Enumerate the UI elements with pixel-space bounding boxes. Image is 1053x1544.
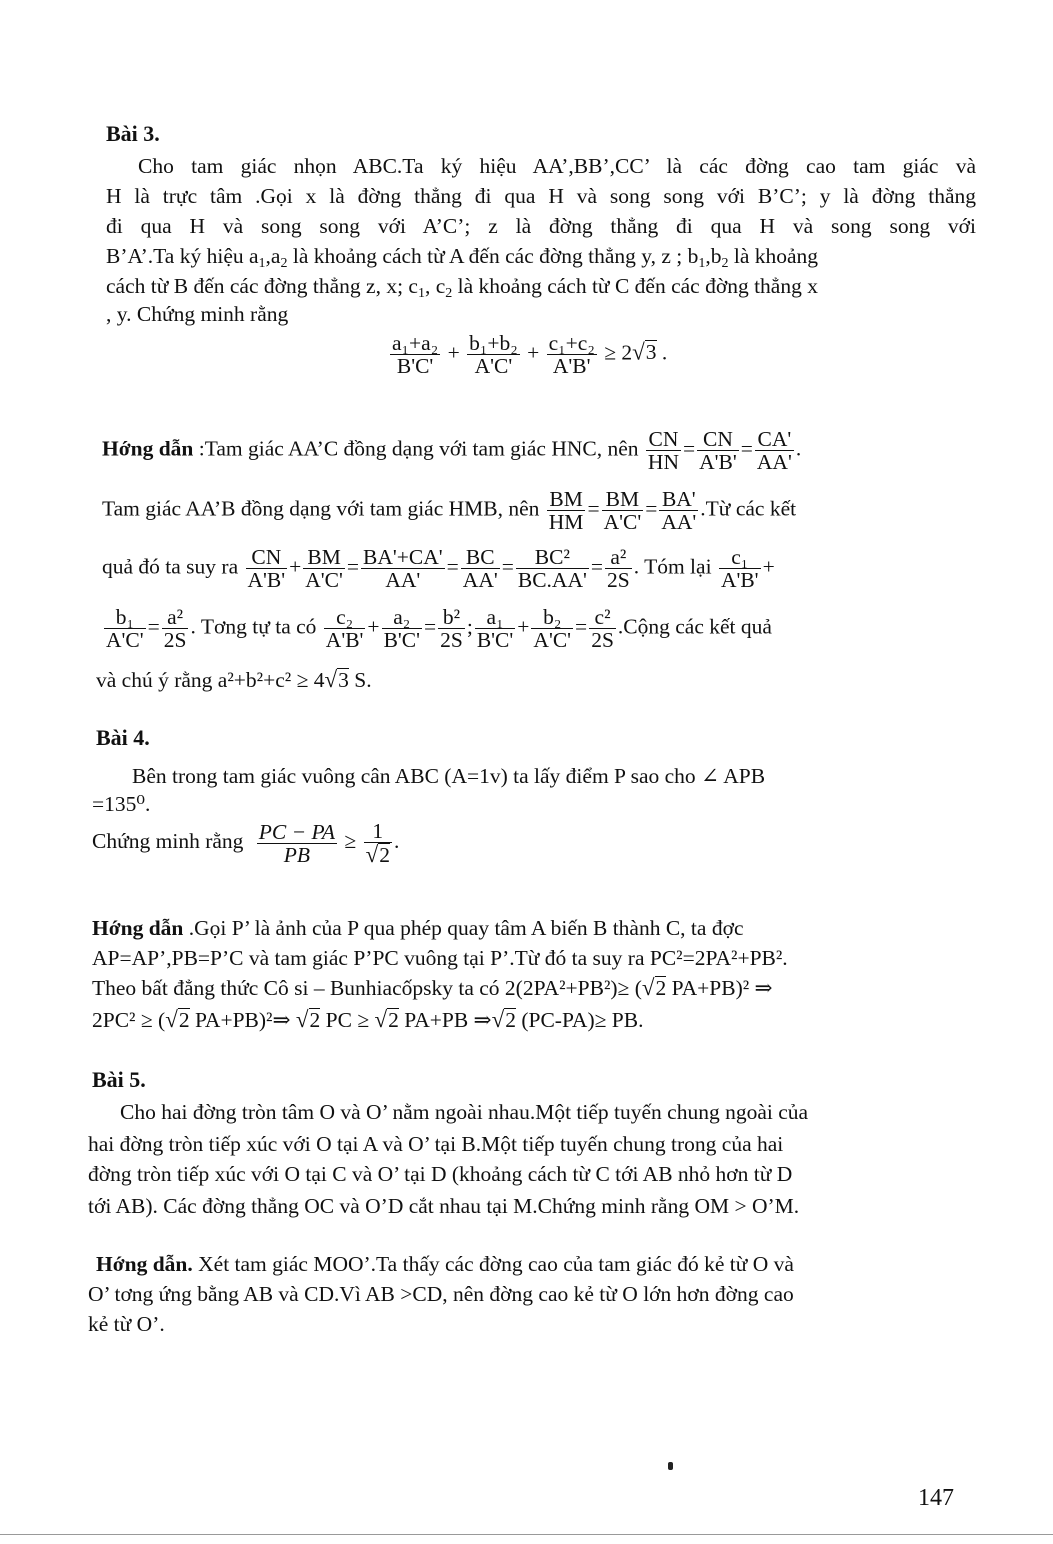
hd4-line-3: Theo bất đẳng thức Cô si – Bunhiacốpsky ta có 2(2PA²+PB²)≥ (√2 PA+PB)² ⇒ [92,975,773,1000]
bai4-line-2: =135⁰. [92,792,151,816]
bai3-title: Bài 3. [106,121,160,146]
bai3-line-2: H là trực tâm .Gọi x là đờng thẳng đi qua H và song song với B’C’; y là đờng thẳng [106,184,976,208]
hd4-line-4: 2PC² ≥ (√2 PA+PB)²⇒ √2 PC ≥ √2 PA+PB ⇒√2 (PC-PA)≥ PB. [92,1007,644,1032]
bottom-border-line [0,1534,1053,1535]
ink-dot [668,1462,673,1470]
hd3-line-1: Hớng dẫn :Tam giác AA’C đồng dạng với tam giác HNC, nên $\frac{CN}{HN}$ = $\frac{CN}{A'B'}$ = $\frac{CA'}{AA'}$ . [102,427,802,474]
hd3-line-4: $\frac{\text{b₁}}{A'C'}$ = $\frac{\text{a²}}{2S}$ . Tơng tự ta có $\frac{\text{c₂}}{A'B'}$ + $\frac{\text{a₂}}{B'C'}$ = $\frac{\text{b²}}{2S}$ ; $\frac{\text{a₁}}{B'C'}$ + $\frac{\text{b₂}}{A'C'}$ = $\frac{\text{c²}}{2S}$ .Cộng các kết quả [106,605,772,652]
bai3-formula: $\frac{\text{a₁+a₂}}{B'C'}$ + $\frac{\text{b₁+b₂}}{A'C'}$ + $\frac{\text{c₁+c₂}}{A'B'}$ ≥ 2√3 . [392,331,668,378]
bai4-title: Bài 4. [96,725,150,750]
bai3-line-1: Cho tam giác nhọn ABC.Ta ký hiệu AA’,BB’,CC’ là các đờng cao tam giác và [138,154,976,178]
bai5-line-1: Cho hai đờng tròn tâm O và O’ nằm ngoài nhau.Một tiếp tuyến chung ngoài của [120,1100,809,1124]
hd4-label: Hớng dẫn [92,916,184,940]
frac-b1b2: $\frac{\text{b₁+b₂}}{A'C'}$ [469,331,518,378]
hd5-label: Hớng dẫn. [96,1252,193,1276]
hd3-line-3: quả đó ta suy ra $\frac{CN}{A'B'}$ + $\frac{BM}{A'C'}$ = $\frac{BA'+CA'}{AA'}$ = $\frac{BC}{AA'}$ = $\frac{\text{BC²}}{BC.AA'}$ = $\frac{\text{a²}}{2S}$ . Tóm lại $\frac{\text{c₁}}{A'B'}$ + [102,545,775,592]
bai5-line-4: tới AB). Các đờng thẳng OC và O’D cắt nhau tại M.Chứng minh rằng OM > O’M. [88,1194,800,1218]
hd5-line-1: Hớng dẫn. Xét tam giác MOO’.Ta thấy các đờng cao của tam giác đó kẻ từ O và [96,1252,794,1276]
frac-a1a2: $\frac{\text{a₁+a₂}}{B'C'}$ [392,331,439,378]
frac-c1c2: $\frac{\text{c₁+c₂}}{A'B'}$ [548,331,595,378]
bai3-line-4: B’A’.Ta ký hiệu $a_1,a_2$ là khoảng cách từ A đến các đờng thẳng y, z ; $b_1,b_2$ là khoảng [106,244,819,271]
page-number: 147 [918,1485,954,1511]
hd5-line-2: O’ tơng ứng bằng AB và CD.Vì AB >CD, nên đờng cao kẻ từ O lớn hơn đờng cao [88,1282,794,1306]
bai3-line-6: , y. Chứng minh rằng [106,302,289,326]
bai5-title: Bài 5. [92,1067,146,1092]
bai5-line-2: hai đờng tròn tiếp xúc với O tại A và O’ tại B.Một tiếp tuyến chung trong của hai [88,1132,784,1156]
hd4-line-1: Hớng dẫn .Gọi P’ là ảnh của P qua phép quay tâm A biến B thành C, ta đợc [92,916,744,940]
hd5-line-3: kẻ từ O’. [88,1312,165,1336]
hd3-line-5: và chú ý rằng a²+b²+c² ≥ 4√3 S. [96,667,372,692]
bai4-line-1: Bên trong tam giác vuông cân ABC (A=1v) ta lấy điểm P sao cho ∠ APB [132,764,766,788]
hd4-line-2: AP=AP’,PB=P’C và tam giác P’PC vuông tại P’.Từ đó ta suy ra PC²=2PA²+PB². [92,946,788,970]
hd3-label: Hớng dẫn [102,436,194,461]
hd3-line-2: Tam giác AA’B đồng dạng với tam giác HMB, nên $\frac{BM}{HM}$ = $\frac{BM}{A'C'}$ = $\frac{BA'}{AA'}$ .Từ các kết [102,487,797,534]
bai3-line-3: đi qua H và song song với A’C’; z là đờng thẳng đi qua H và song song với [106,214,976,238]
bai5-line-3: đờng tròn tiếp xúc với O tại C và O’ tại D (khoảng cách từ C tới AB nhỏ hơn từ D [88,1162,793,1186]
bai4-line-3: Chứng minh rằng $\frac{PC - PA}{PB}$ ≥ $\frac{1}{√2}$ . [92,819,400,867]
bai3-line-5: cách từ B đến các đờng thẳng z, x; $c_1$, $c_2$ là khoảng cách từ C đến các đờng thẳng x [106,274,818,301]
